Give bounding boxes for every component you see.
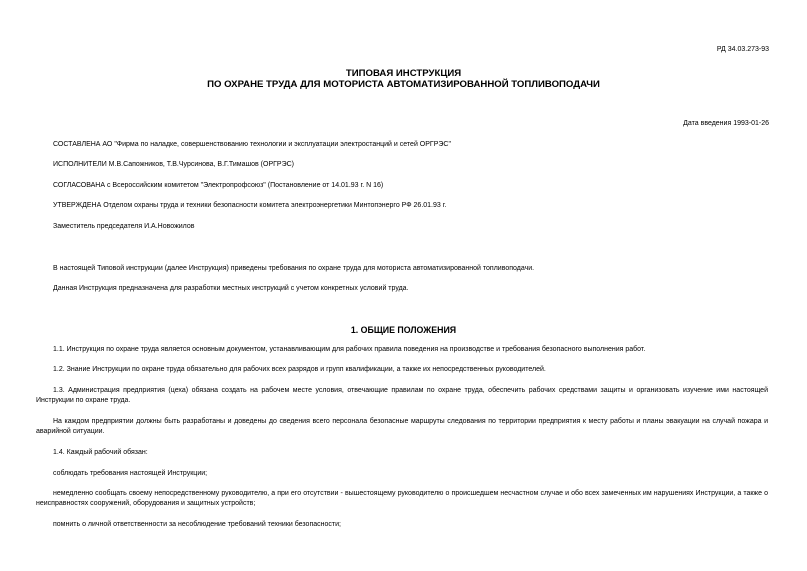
intro-paragraph-2: Данная Инструкция предназначена для разработки местных инструкций с учетом конкретных условий труда. — [53, 285, 409, 292]
agreed-label: СОГЛАСОВАНА — [53, 182, 106, 189]
document-title — [0, 68, 807, 90]
compiled-text: АО "Фирма по наладке, совершенствованию технологии и эксплуатации электростанций и сетей ОРГРЭС" — [100, 141, 451, 148]
approved-text: Отделом охраны труда и техники безопасности комитета электроэнергетики Минтопэнерго РФ 26.01.93 г. — [101, 202, 447, 209]
section-heading: 1. ОБЩИЕ ПОЛОЖЕНИЯ — [350, 325, 457, 335]
clause-1-3-evacuation: На каждом предприятии должны быть разработаны и доведены до сведения всего персонала безопасные маршруты следования по территории предприятия к месту работы и планы эвакуации на случай пожара и аварийной ситуации. — [36, 418, 768, 435]
agreed-text: с Всероссийским комитетом "Электропрофсоюз" (Постановление от 14.01.93 г. N 16) — [105, 182, 384, 189]
executors — [53, 161, 294, 168]
duty-item-2: немедленно сообщать своему непосредственному руководителю, а при его отсутствии - вышестоящему руководителю о происшедшем несчастном случае и обо всех замеченных им нарушениях Инструкции, а также о неисправностях сооружений, оборудования и защитных устройств; — [36, 490, 768, 507]
agreed-by — [53, 182, 383, 189]
clause-1-3: 1.3. Администрация предприятия (цеха) обязана создать на рабочем месте условия, отвечающие правилам по охране труда, обеспечить рабочих средствами защиты и организовать изучение ими настоящей Инструкции по охране труда. — [36, 387, 768, 404]
title-line-2: ПО ОХРАНЕ ТРУДА ДЛЯ МОТОРИСТА АВТОМАТИЗИРОВАННОЙ ТОПЛИВОПОДАЧИ — [207, 79, 600, 90]
clause-1-2: 1.2. Знание Инструкции по охране труда обязательно для рабочих всех разрядов и групп квалификации, а также их непосредственных руководителей. — [53, 366, 546, 373]
compiled-label: СОСТАВЛЕНА — [53, 141, 101, 148]
duty-item-3: помнить о личной ответственности за несоблюдение требований техники безопасности; — [53, 521, 341, 528]
compiled-by — [53, 141, 451, 148]
clause-1-1: 1.1. Инструкция по охране труда является основным документом, устанавливающим для рабочих правила поведения на производстве и требования безопасного выполнения работ. — [53, 346, 646, 353]
clause-1-4: 1.4. Каждый рабочий обязан: — [53, 449, 148, 456]
executors-text: М.В.Сапожников, Т.В.Чурсинова, В.Г.Тимашов (ОРГРЭС) — [106, 161, 295, 168]
introduction-date: Дата введения 1993-01-26 — [683, 120, 769, 127]
approved-label: УТВЕРЖДЕНА — [53, 202, 102, 209]
deputy-chairman: Заместитель председателя И.А.Новожилов — [53, 223, 195, 230]
intro-paragraph-1: В настоящей Типовой инструкции (далее Инструкция) приведены требования по охране труда для моториста автоматизированной топливоподачи. — [53, 265, 535, 272]
duty-item-1: соблюдать требования настоящей Инструкции; — [53, 470, 208, 477]
title-line-1: ТИПОВАЯ ИНСТРУКЦИЯ — [345, 68, 462, 79]
document-code: РД 34.03.273-93 — [716, 46, 769, 53]
executors-label: ИСПОЛНИТЕЛИ — [53, 161, 107, 168]
approved-by — [53, 202, 446, 209]
